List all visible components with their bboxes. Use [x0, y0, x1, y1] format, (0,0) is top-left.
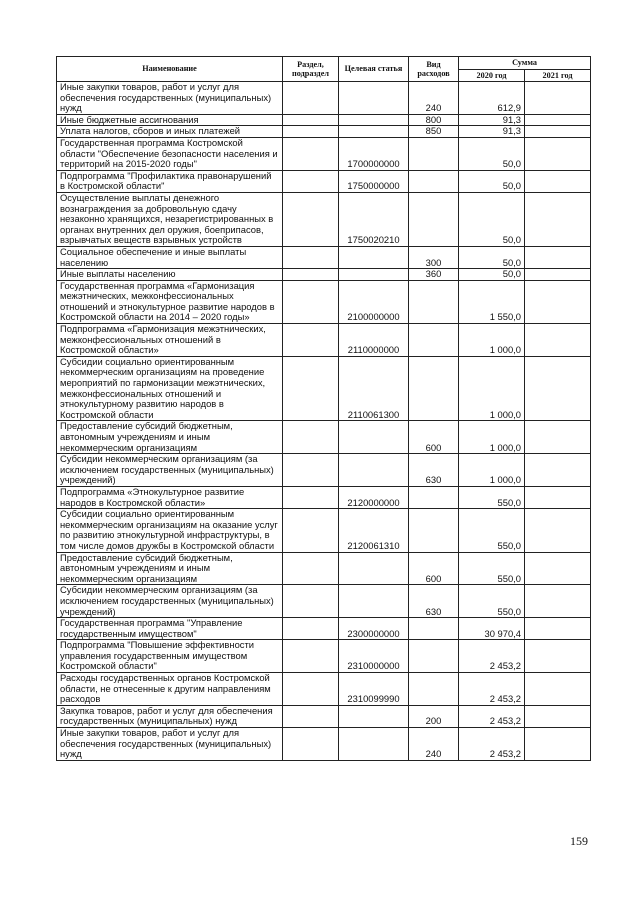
row-type: 300: [409, 246, 459, 268]
row-sum-2021: [525, 421, 591, 454]
row-name: Предоставление субсидий бюджетным, автономным учреждениям и иным некоммерческим организациям: [57, 552, 283, 585]
row-target: 2110000000: [339, 324, 409, 357]
row-type: [409, 673, 459, 706]
row-target: 2120000000: [339, 486, 409, 508]
row-target: 1750000000: [339, 170, 409, 192]
header-target: Целевая статья: [339, 57, 409, 82]
row-sum-2020: 2 453,2: [459, 673, 525, 706]
row-target: 2300000000: [339, 618, 409, 640]
row-name: Государственная программа «Гармонизация межэтнических, межконфессиональных отношений и этнокультурное развитие народов в Костромской области на 2014 – 2020 годы»: [57, 280, 283, 323]
header-2021: 2021 год: [525, 69, 591, 82]
row-sum-2021: [525, 269, 591, 281]
table-row: [57, 640, 591, 673]
row-type: 200: [409, 705, 459, 727]
row-type: [409, 509, 459, 552]
row-sum-2020: 50,0: [459, 192, 525, 246]
header-type: Вид расходов: [409, 57, 459, 82]
row-name: Иные выплаты населению: [57, 269, 283, 281]
table-row: [57, 126, 591, 138]
row-type: [409, 618, 459, 640]
row-type: [409, 640, 459, 673]
row-target: [339, 585, 409, 618]
table-row: [57, 280, 591, 323]
row-section: [283, 269, 339, 281]
row-sum-2020: 50,0: [459, 170, 525, 192]
row-sum-2021: [525, 137, 591, 170]
row-target: [339, 705, 409, 727]
row-target: 1750020210: [339, 192, 409, 246]
table-row: [57, 269, 591, 281]
row-section: [283, 126, 339, 138]
row-target: [339, 728, 409, 761]
row-sum-2021: [525, 486, 591, 508]
table-row: [57, 137, 591, 170]
row-name: Субсидии некоммерческим организациям (за исключением государственных (муниципальных) учреждений): [57, 585, 283, 618]
row-name: Государственная программа Костромской области "Обеспечение безопасности населения и территорий на 2015-2020 годы": [57, 137, 283, 170]
row-section: [283, 618, 339, 640]
row-sum-2021: [525, 728, 591, 761]
row-section: [283, 728, 339, 761]
header-section: Раздел, подраздел: [283, 57, 339, 82]
row-target: [339, 246, 409, 268]
row-target: [339, 269, 409, 281]
row-sum-2021: [525, 192, 591, 246]
row-type: [409, 137, 459, 170]
row-sum-2020: 1 000,0: [459, 454, 525, 487]
row-sum-2021: [525, 246, 591, 268]
row-name: Субсидии некоммерческим организациям (за исключением государственных (муниципальных) учреждений): [57, 454, 283, 487]
row-type: [409, 280, 459, 323]
row-name: Подпрограмма «Этнокультурное развитие народов в Костромской области»: [57, 486, 283, 508]
row-type: [409, 486, 459, 508]
row-name: Государственная программа "Управление государственным имуществом": [57, 618, 283, 640]
row-sum-2020: 2 453,2: [459, 728, 525, 761]
table-row: [57, 421, 591, 454]
row-sum-2020: 50,0: [459, 137, 525, 170]
row-target: [339, 82, 409, 115]
row-section: [283, 673, 339, 706]
row-section: [283, 454, 339, 487]
table-row: [57, 454, 591, 487]
row-sum-2020: 1 000,0: [459, 421, 525, 454]
row-section: [283, 246, 339, 268]
header-name: Наименование: [57, 57, 283, 82]
row-sum-2020: 612,9: [459, 82, 525, 115]
row-target: 2110061300: [339, 356, 409, 421]
row-sum-2020: 550,0: [459, 585, 525, 618]
row-target: [339, 552, 409, 585]
table-row: [57, 324, 591, 357]
table-row: [57, 585, 591, 618]
row-sum-2020: 50,0: [459, 246, 525, 268]
table-row: [57, 192, 591, 246]
row-sum-2021: [525, 170, 591, 192]
row-name: Иные закупки товаров, работ и услуг для обеспечения государственных (муниципальных) нужд: [57, 728, 283, 761]
table-row: [57, 618, 591, 640]
row-section: [283, 640, 339, 673]
row-sum-2021: [525, 356, 591, 421]
row-target: [339, 421, 409, 454]
row-sum-2020: 550,0: [459, 486, 525, 508]
row-sum-2020: 50,0: [459, 269, 525, 281]
row-target: 2310000000: [339, 640, 409, 673]
row-section: [283, 82, 339, 115]
table-row: [57, 552, 591, 585]
row-sum-2020: 30 970,4: [459, 618, 525, 640]
row-sum-2021: [525, 114, 591, 126]
table-row: [57, 170, 591, 192]
row-name: Иные закупки товаров, работ и услуг для обеспечения государственных (муниципальных) нужд: [57, 82, 283, 115]
row-section: [283, 509, 339, 552]
row-type: 630: [409, 585, 459, 618]
row-section: [283, 552, 339, 585]
table-row: [57, 705, 591, 727]
row-sum-2021: [525, 82, 591, 115]
row-type: [409, 170, 459, 192]
table-row: [57, 246, 591, 268]
page-number: 159: [570, 834, 588, 848]
budget-table: [56, 56, 591, 761]
row-section: [283, 705, 339, 727]
row-name: Субсидии социально ориентированным некоммерческим организациям на оказание услуг по развитию этнокультурной инфраструктуры, в том числе домов дружбы в Костромской области: [57, 509, 283, 552]
row-sum-2020: 2 453,2: [459, 640, 525, 673]
row-sum-2021: [525, 552, 591, 585]
row-type: 360: [409, 269, 459, 281]
row-section: [283, 585, 339, 618]
row-sum-2021: [525, 126, 591, 138]
row-sum-2020: 550,0: [459, 509, 525, 552]
row-type: [409, 192, 459, 246]
row-type: 240: [409, 728, 459, 761]
row-name: Субсидии социально ориентированным некоммерческим организациям на проведение мероприятий по гармонизации межэтнических, межконфессиональных отношений и этнокультурному развитию народов в Костромской области: [57, 356, 283, 421]
row-name: Предоставление субсидий бюджетным, автономным учреждениям и иным некоммерческим организациям: [57, 421, 283, 454]
row-target: 2120061310: [339, 509, 409, 552]
table-row: [57, 728, 591, 761]
row-section: [283, 192, 339, 246]
row-target: 2310099990: [339, 673, 409, 706]
row-sum-2021: [525, 454, 591, 487]
row-target: [339, 454, 409, 487]
row-type: 630: [409, 454, 459, 487]
row-type: 600: [409, 421, 459, 454]
row-sum-2021: [525, 640, 591, 673]
row-sum-2020: 1 000,0: [459, 356, 525, 421]
row-type: 800: [409, 114, 459, 126]
row-section: [283, 356, 339, 421]
row-name: Расходы государственных органов Костромской области, не отнесенные к другим направлениям расходов: [57, 673, 283, 706]
row-section: [283, 280, 339, 323]
table-row: [57, 509, 591, 552]
row-name: Осуществление выплаты денежного вознаграждения за добровольную сдачу незаконно хранящихся, незарегистрированных в органах внутренних дел оружия, боеприпасов, взрывчатых веществ взрывных устройств: [57, 192, 283, 246]
header-sum: Сумма: [459, 57, 591, 70]
row-sum-2020: 2 453,2: [459, 705, 525, 727]
row-sum-2020: 91,3: [459, 126, 525, 138]
row-name: Закупка товаров, работ и услуг для обеспечения государственных (муниципальных) нужд: [57, 705, 283, 727]
row-sum-2021: [525, 585, 591, 618]
row-target: 2100000000: [339, 280, 409, 323]
row-section: [283, 421, 339, 454]
row-sum-2021: [525, 324, 591, 357]
row-name: Подпрограмма "Повышение эффективности управления государственным имуществом Костромской области": [57, 640, 283, 673]
table-header: [57, 57, 591, 82]
row-type: 850: [409, 126, 459, 138]
row-name: Иные бюджетные ассигнования: [57, 114, 283, 126]
row-section: [283, 324, 339, 357]
row-section: [283, 137, 339, 170]
row-section: [283, 486, 339, 508]
table-row: [57, 356, 591, 421]
row-sum-2021: [525, 705, 591, 727]
row-name: Подпрограмма «Гармонизация межэтнических, межконфессиональных отношений в Костромской области»: [57, 324, 283, 357]
row-sum-2021: [525, 618, 591, 640]
row-name: Уплата налогов, сборов и иных платежей: [57, 126, 283, 138]
header-2020: 2020 год: [459, 69, 525, 82]
row-sum-2021: [525, 280, 591, 323]
row-section: [283, 114, 339, 126]
row-type: 240: [409, 82, 459, 115]
table-row: [57, 673, 591, 706]
row-section: [283, 170, 339, 192]
row-target: 1700000000: [339, 137, 409, 170]
row-sum-2020: 1 000,0: [459, 324, 525, 357]
row-target: [339, 126, 409, 138]
row-name: Подпрограмма "Профилактика правонарушений в Костромской области": [57, 170, 283, 192]
row-sum-2021: [525, 673, 591, 706]
row-sum-2021: [525, 509, 591, 552]
row-type: 600: [409, 552, 459, 585]
table-body: [57, 82, 591, 761]
row-type: [409, 356, 459, 421]
table-row: [57, 486, 591, 508]
row-target: [339, 114, 409, 126]
row-sum-2020: 91,3: [459, 114, 525, 126]
row-type: [409, 324, 459, 357]
table-row: [57, 82, 591, 115]
row-name: Социальное обеспечение и иные выплаты населению: [57, 246, 283, 268]
table-row: [57, 114, 591, 126]
row-sum-2020: 550,0: [459, 552, 525, 585]
row-sum-2020: 1 550,0: [459, 280, 525, 323]
